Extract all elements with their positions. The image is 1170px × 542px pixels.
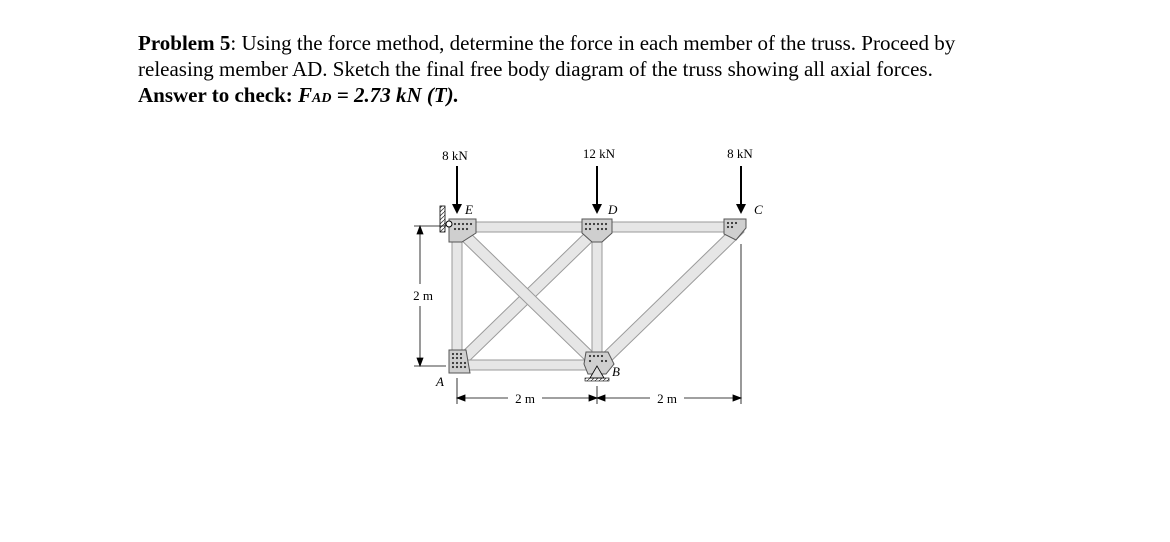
- load-label-E: 8 kN: [442, 148, 468, 163]
- height-dimension-label: 2 m: [413, 288, 433, 303]
- joint-label-A: A: [436, 374, 444, 389]
- problem-statement-line1: : Using the force method, determine the force in each member of the truss. Proceed by: [230, 31, 956, 55]
- member-AB: [452, 360, 602, 370]
- load-arrow-D: [592, 166, 602, 214]
- joint-label-B: B: [612, 364, 620, 379]
- answer-label: Answer to check:: [138, 83, 299, 107]
- load-arrow-C: [736, 166, 746, 214]
- member-AE: [452, 222, 462, 370]
- member-BD: [592, 222, 602, 370]
- load-label-C: 8 kN: [727, 146, 753, 161]
- answer-subscript: AD: [312, 91, 332, 106]
- span-right-label: 2 m: [657, 391, 677, 406]
- member-BC: [594, 226, 744, 368]
- answer-force: F: [298, 83, 313, 107]
- joint-label-C: C: [754, 202, 763, 217]
- answer-value: = 2.73 kN (T).: [331, 83, 459, 107]
- joint-label-E: E: [465, 202, 473, 217]
- joint-label-D: D: [608, 202, 618, 217]
- problem-label: Problem 5: [138, 31, 231, 55]
- problem-statement-line2: releasing member AD. Sketch the final free body diagram of the truss showing all axial forces.: [138, 57, 933, 81]
- members: [452, 222, 744, 370]
- load-arrow-E: [452, 166, 462, 214]
- member-DC: [592, 222, 742, 232]
- load-label-D: 12 kN: [582, 146, 616, 161]
- span-left-label: 2 m: [515, 391, 535, 406]
